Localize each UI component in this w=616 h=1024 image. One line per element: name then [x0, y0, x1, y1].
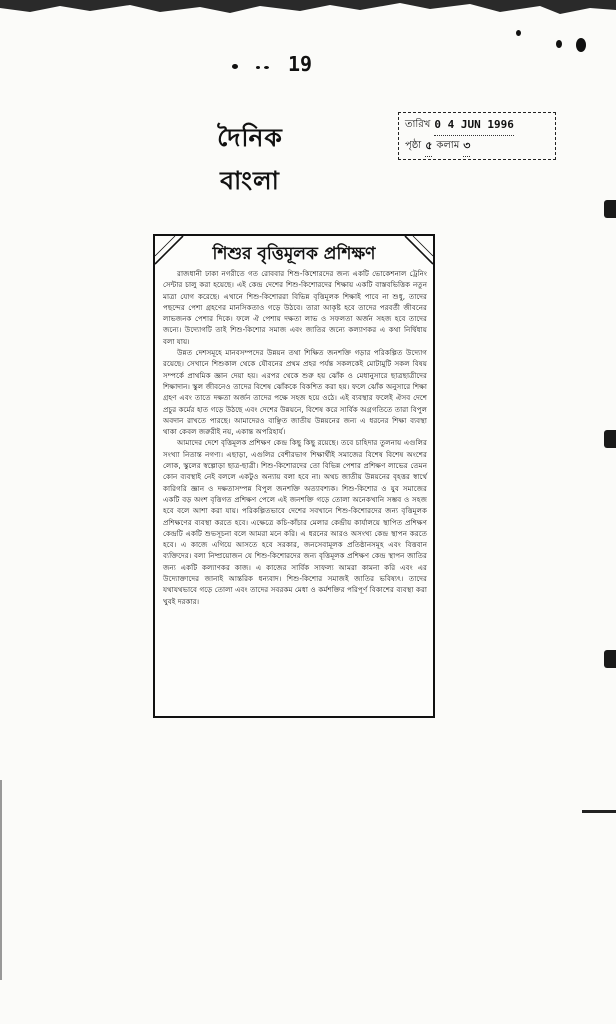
- article-paragraph: আমাদের দেশে বৃত্তিমূলক প্রশিক্ষণ কেন্দ্র কিছু কিছু রয়েছে। তবে চাহিদার তুলনায় এগুলির সংখ্যা নিতান্ত নগণ্য। এছাড়া, এগুলির বেশীরভাগ শিক্ষার্থীই সমাজের বিশেষ বিশেষ অংশের লোক, স্কুলের স্বল্পোড়া ছাত্র-ছাত্রী। শিশু-কিশোরদের তো বিভিন্ন পেশার প্রশিক্ষণ লাভের তেমন কোন ব্যবস্থাই নেই বললে একটুও অন্যায় বলা হবে না। অথচ জাতীয় উন্নয়নের বৃহত্তর স্বার্থে কারিগরি জ্ঞান ও দক্ষতাসম্পন্ন বিপুল জনশক্তি অত্যাবশ্যক। শিশু-কিশোর ও যুব সমাজের একটি বড় অংশ বৃত্তিগত প্রশিক্ষণ পেলে এই জনশক্তি গড়ে তোলা অনেকখানি সম্ভব ও সহজ হবে বলে আশা করা যায়। পরিকল্পিতভাবে দেশের সবখানে শিশু-কিশোরদের জন্য বৃত্তিমূলক প্রশিক্ষণের ব্যবস্থা করতে হবে। এক্ষেত্রে কচি-কাঁচার মেলার কেন্দ্রীয় কার্যালয়ে স্থাপিত প্রশিক্ষণ কেন্দ্রটি একটি শুভসূচনা বলে আমরা মনে করি। এ ধরনের আরও অসংখ্য কেন্দ্র স্থাপন করতে হবে। এ কাজে এগিয়ে আসতে হবে সরকার, জনসেবামূলক প্রতিষ্ঠানসমূহ এবং বিত্তবান ব্যক্তিদের। বলা নিষ্প্রয়োজন যে শিশু-কিশোরদের জন্য বৃত্তিমূলক প্রশিক্ষণ কেন্দ্র স্থাপন জাতির জন্য একটি কল্যাণকর কাজ। এ কাজের সার্বিক সাফল্য আমরা কামনা করি এবং এর উদ্যোক্তাদের জানাই আন্তরিক ধন্যবাদ। শিশু-কিশোর সমাজই জাতির ভবিষ্যৎ। তাদের যথাযথভাবে গড়ে তোলা এবং তাদের সবরকম মেধা ও কর্মশক্তির পরিপূর্ণ বিকাশের ব্যবস্থা করা খুবই দরকার।: [163, 438, 427, 606]
- date-stamp: [398, 112, 556, 160]
- scan-edge-mark: [0, 780, 2, 980]
- article-body: [155, 268, 433, 611]
- smudge-mark: [264, 66, 269, 69]
- stamp-page-value: ৫: [425, 136, 432, 157]
- scan-edge-mark: [604, 430, 616, 448]
- smudge-mark: [576, 38, 586, 52]
- scan-edge-mark: [604, 200, 616, 218]
- newspaper-clipping: [153, 234, 435, 718]
- stamp-column-label: কলাম: [436, 140, 460, 151]
- torn-top-edge: [0, 0, 616, 30]
- page-number: 19: [287, 52, 313, 76]
- scan-edge-mark: [604, 650, 616, 668]
- stamp-page-row: [405, 136, 549, 157]
- scan-edge-mark: [582, 810, 616, 813]
- stamp-column-value: ৩: [463, 136, 470, 157]
- stamp-page-label: পৃষ্ঠা: [405, 140, 422, 151]
- stamp-date-value: 0 4 JUN 1996: [434, 115, 513, 136]
- smudge-mark: [516, 30, 521, 36]
- stamp-date-label: তারিখ: [405, 119, 431, 130]
- smudge-mark: [556, 40, 562, 48]
- smudge-mark: [256, 66, 260, 69]
- article-headline: শিশুর বৃত্তিমূলক প্রশিক্ষণ: [212, 244, 376, 264]
- smudge-mark: [232, 64, 238, 69]
- newspaper-masthead: দৈনিক বাংলা: [217, 123, 283, 195]
- stamp-date-row: [405, 115, 549, 136]
- article-paragraph: উন্নত দেশসমূহে মানবসম্পদের উন্নয়ন তথা শিক্ষিত জনশক্তি গড়ার পরিকল্পিত উদ্যোগ রয়েছে। সেখানে শিশুকাল থেকে যৌবনের প্রথম প্রহর পর্যন্ত সকলকেই মোটামুটি সকল বিষয় সম্পর্কে প্রাথমিক জ্ঞান দেয়া হয়। এরপর থেকে শুরু হয় ঝোঁক ও মেধানুসারে ছাত্রছাত্রীদের শিক্ষাদান। স্কুল জীবনেও তাদের বিশেষ ঝোঁককে বিকশিত করা হয়। ফলে ঝোঁক অনুসারে শিক্ষা গ্রহণ এবং তাতে দক্ষতা অর্জন তাদের পক্ষে সহজ হয়ে ওঠে। এই ব্যবস্থার ফলেই ঐসব দেশে প্রচুর কর্মের হাত গড়ে উঠছে এবং দেশের উন্নয়নে, বিশেষ করে সার্বিক অগ্রগতিতে তারা বিপুল অবদান রাখতে পারছে। আমাদেরও বাঞ্ছিত জাতীয় উন্নয়নের জন্য এ ধরনের শিক্ষা ব্যবস্থা থাকা কেবল জরুরীই নয়, একান্ত অপরিহার্য।: [163, 348, 427, 437]
- article-paragraph: রাজধানী ঢাকা নগরীতে গত রোববার শিশু-কিশোরদের জন্য একটি ভোকেশনাল ট্রেনিং সেন্টার চালু করা হয়েছে। এই কেন্দ্র দেশের শিশু-কিশোরদের শিক্ষায় একটি বাস্তবভিত্তিক নতুন মাত্রা যোগ করেছে। এখানে শিশু-কিশোররা বিভিন্ন বৃত্তিমূলক শিক্ষাই পাবে না শুধু, তাদের পছন্দের পেশা গ্রহণের মানসিকতাও গড়ে উঠবে। তারা আকৃষ্ট হবে তাদের পরবর্তী জীবনের লাভজনক পেশার দিকে। ফলে ঐ পেশায় দক্ষতা লাভ ও সফলতা অর্জন সহজ হবে তাদের জন্যে। উদ্যোগটি তাই শিশু-কিশোর সমাজ এবং জাতির জন্যে কল্যাণকর এ কথা নির্দ্বিধায় বলা যায়।: [163, 269, 427, 346]
